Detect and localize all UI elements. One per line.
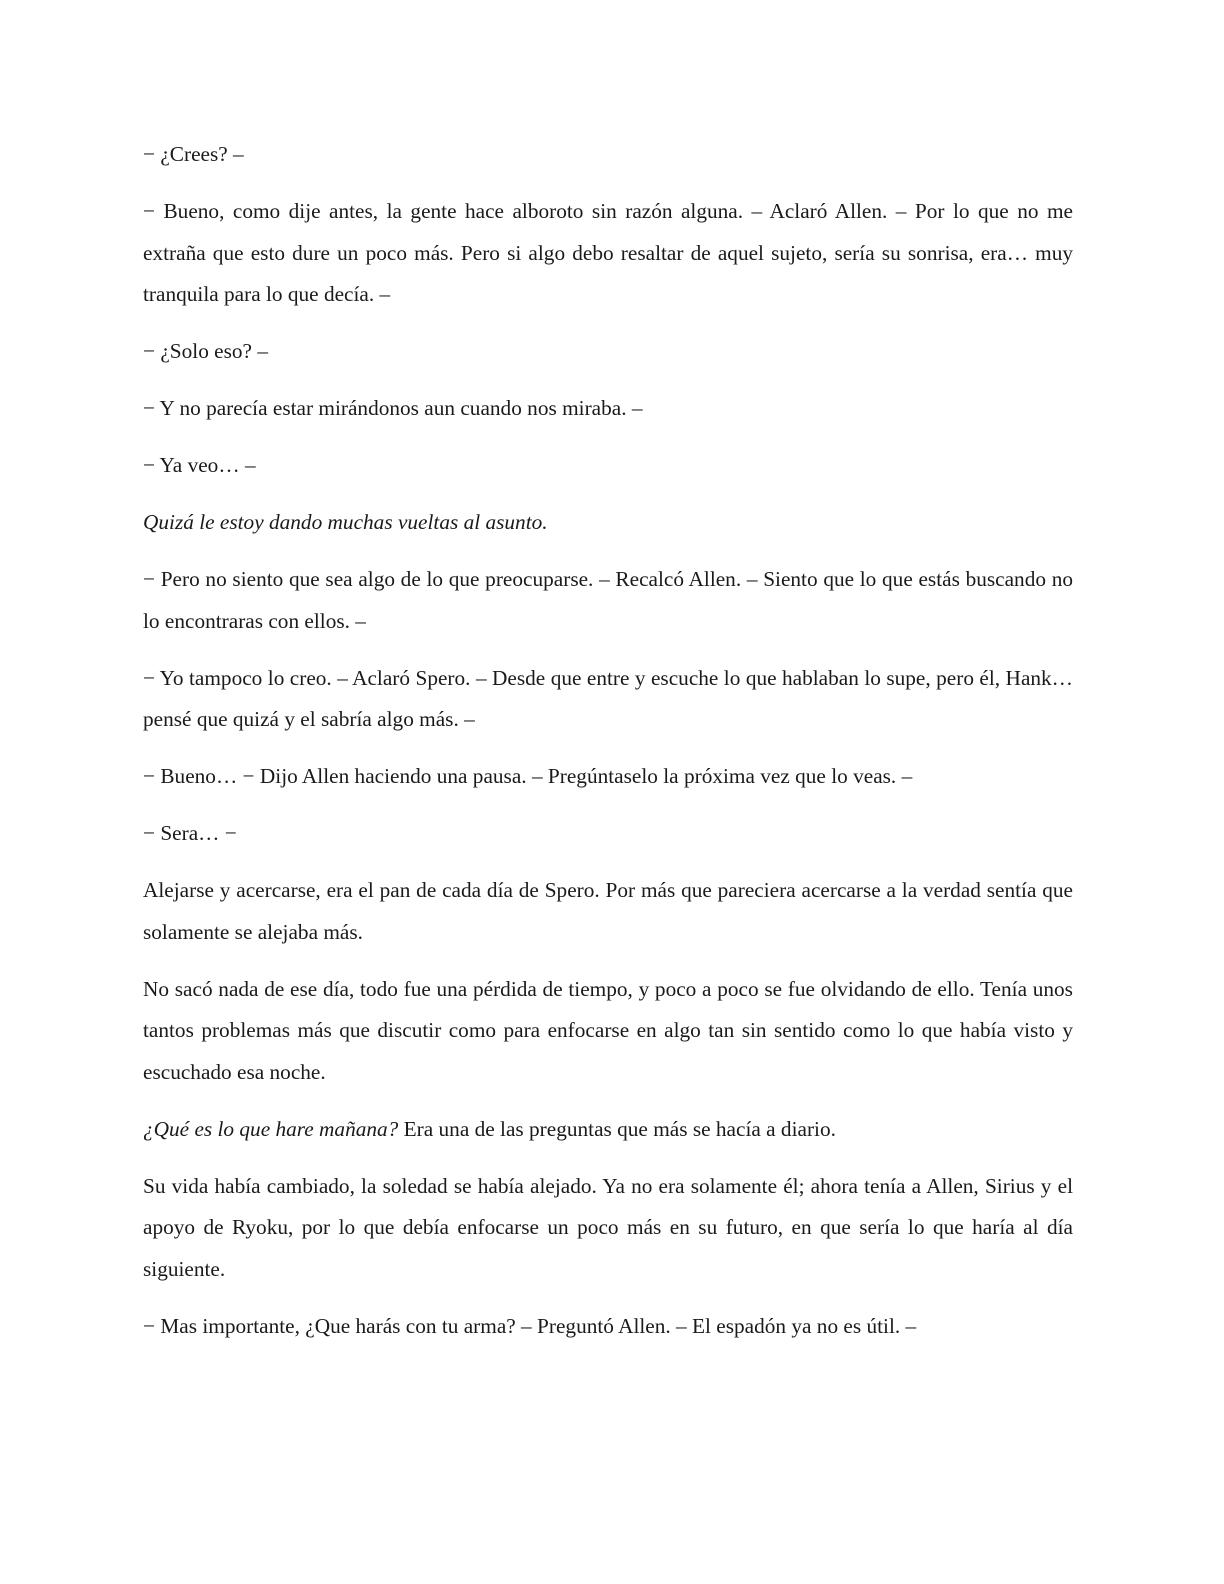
text-line: − ¿Crees? – <box>143 142 244 166</box>
dialogue-line <box>143 813 1073 855</box>
inner-question: ¿Qué es lo que hare mañana? <box>143 1116 399 1141</box>
narration-paragraph <box>143 969 1073 1094</box>
dialogue-line <box>143 388 1073 430</box>
text-line: Tenía unos tantos problemas más que discutir como para enfocarse en algo tan sin sentido como <box>143 976 1073 1042</box>
narration-paragraph <box>143 870 1073 953</box>
text-line: buscando no lo encontraras con ellos. – <box>143 567 1073 633</box>
text-line: pero él, Hank… pensé que quizá y el sabría algo más. – <box>143 665 1073 731</box>
dialogue-line <box>143 1306 1073 1348</box>
narration-paragraph <box>143 1109 1073 1151</box>
text-line: Alejarse y acercarse, era el pan de cada día de Spero. Por más que pareciera acercarse a la verdad <box>143 878 981 902</box>
text-line: − Pero no siento que sea algo de lo que preocuparse. – Recalcó Allen. – Siento que lo que estás <box>143 567 960 591</box>
text-line: Su vida había cambiado, la soledad se había alejado. Ya no era solamente él; ahora tenía a Allen, <box>143 1173 979 1198</box>
text-line: − Bueno… − Dijo Allen haciendo una pausa. – Pregúntaselo la próxima vez que lo veas. – <box>143 764 913 788</box>
text-line: − Y no parecía estar mirándonos aun cuando nos miraba. – <box>143 396 643 420</box>
text-line: Sirius y el apoyo de Ryoku, por lo que debía enfocarse un poco más en su futuro, en que sería lo <box>143 1173 1073 1239</box>
dialogue-paragraph <box>143 559 1073 642</box>
document-body <box>143 134 1073 1363</box>
text-line: No sacó nada de ese día, todo fue una pérdida de tiempo, y poco a poco se fue olvidando de ello. <box>143 976 975 1001</box>
dialogue-paragraph <box>143 658 1073 741</box>
text-line: que haría al día siguiente. <box>143 1215 1073 1281</box>
text-line: Era una de las preguntas que más se hacía a diario. <box>398 1116 836 1141</box>
text-line: − Ya veo… – <box>143 453 256 477</box>
dialogue-line <box>143 331 1073 373</box>
text-line: − Sera… − <box>143 821 237 845</box>
dialogue-paragraph <box>143 191 1073 316</box>
text-line: Quizá le estoy dando muchas vueltas al asunto. <box>143 510 548 534</box>
inner-thought <box>143 502 1073 544</box>
text-line: lo que había visto y escuchado esa noche. <box>143 1018 1074 1084</box>
text-line: − Bueno, como dije antes, la gente hace alboroto sin razón alguna. – Aclaró Allen. – Por lo que <box>143 199 1009 223</box>
narration-paragraph <box>143 1166 1073 1291</box>
text-line: sonrisa, era… muy tranquila para lo que decía. – <box>143 240 1073 306</box>
dialogue-line <box>143 134 1073 176</box>
dialogue-line <box>143 756 1073 798</box>
dialogue-line <box>143 445 1073 487</box>
text-line: − Mas importante, ¿Que harás con tu arma? – Preguntó Allen. – El espadón ya no es útil. – <box>143 1313 917 1338</box>
text-line: no me extraña que esto dure un poco más. Pero si algo debo resaltar de aquel sujeto, sería su <box>143 199 1073 265</box>
text-line: − Yo tampoco lo creo. – Aclaró Spero. – Desde que entre y escuche lo que hablaban lo supe, <box>143 665 931 690</box>
text-line: − ¿Solo eso? – <box>143 339 268 363</box>
text-line: sentía que solamente se alejaba más. <box>143 878 1073 944</box>
